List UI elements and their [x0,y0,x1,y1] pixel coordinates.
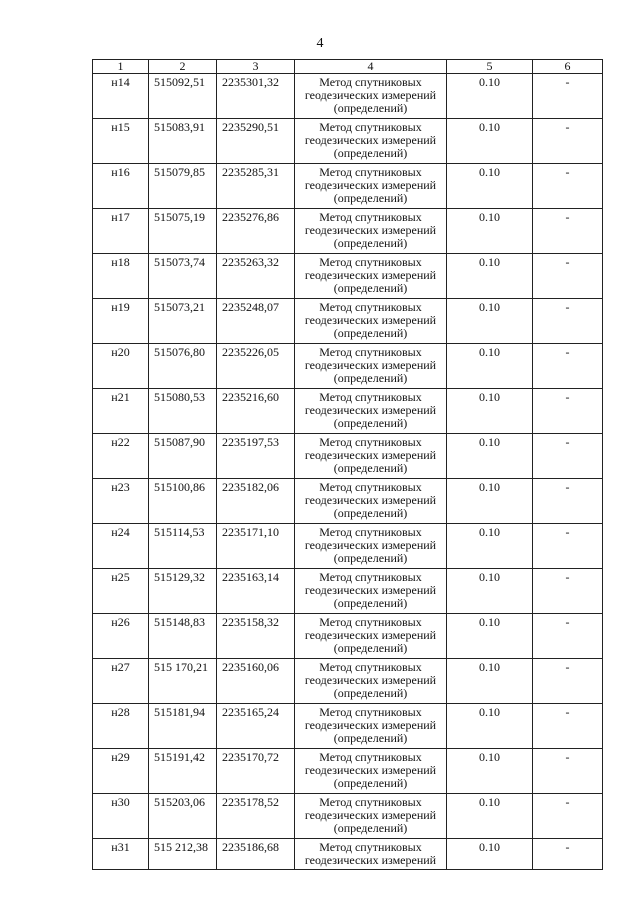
column-header: 2 [149,60,217,74]
x-coordinate-cell: 515075,19 [149,209,217,254]
method-cell: Метод спутниковых геодезических измерений (определений) [295,254,447,299]
accuracy-cell: 0.10 [447,119,533,164]
table-row [93,164,603,209]
method-cell: Метод спутниковых геодезических измерений (определений) [295,524,447,569]
accuracy-cell: 0.10 [447,479,533,524]
note-cell: - [533,254,603,299]
y-coordinate-cell: 2235178,52 [217,794,295,839]
coordinates-table [92,59,603,870]
table-row [93,389,603,434]
table-row [93,254,603,299]
method-cell: Метод спутниковых геодезических измерений (определений) [295,794,447,839]
x-coordinate-cell: 515083,91 [149,119,217,164]
method-cell: Метод спутниковых геодезических измерений (определений) [295,74,447,119]
x-coordinate-cell: 515073,21 [149,299,217,344]
x-coordinate-cell: 515181,94 [149,704,217,749]
accuracy-cell: 0.10 [447,749,533,794]
method-cell: Метод спутниковых геодезических измерений (определений) [295,749,447,794]
point-number-cell: н16 [93,164,149,209]
point-number-cell: н28 [93,704,149,749]
y-coordinate-cell: 2235182,06 [217,479,295,524]
method-cell: Метод спутниковых геодезических измерений (определений) [295,344,447,389]
table-row [93,119,603,164]
table-row [93,659,603,704]
note-cell: - [533,569,603,614]
page-number: 4 [316,36,324,51]
x-coordinate-cell: 515092,51 [149,74,217,119]
method-cell: Метод спутниковых геодезических измерений (определений) [295,479,447,524]
x-coordinate-cell: 515148,83 [149,614,217,659]
accuracy-cell: 0.10 [447,614,533,659]
accuracy-cell: 0.10 [447,569,533,614]
method-cell: Метод спутниковых геодезических измерений (определений) [295,704,447,749]
column-header: 3 [217,60,295,74]
column-header: 6 [533,60,603,74]
method-cell: Метод спутниковых геодезических измерений (определений) [295,299,447,344]
table-row [93,614,603,659]
point-number-cell: н23 [93,479,149,524]
point-number-cell: н21 [93,389,149,434]
point-number-cell: н18 [93,254,149,299]
table-row [93,479,603,524]
point-number-cell: н15 [93,119,149,164]
method-cell: Метод спутниковых геодезических измерений (определений) [295,209,447,254]
accuracy-cell: 0.10 [447,704,533,749]
accuracy-cell: 0.10 [447,434,533,479]
point-number-cell: н30 [93,794,149,839]
x-coordinate-cell: 515129,32 [149,569,217,614]
y-coordinate-cell: 2235290,51 [217,119,295,164]
y-coordinate-cell: 2235197,53 [217,434,295,479]
note-cell: - [533,749,603,794]
y-coordinate-cell: 2235171,10 [217,524,295,569]
point-number-cell: н24 [93,524,149,569]
note-cell: - [533,524,603,569]
x-coordinate-cell: 515073,74 [149,254,217,299]
x-coordinate-cell: 515079,85 [149,164,217,209]
table-row [93,704,603,749]
y-coordinate-cell: 2235301,32 [217,74,295,119]
column-header: 5 [447,60,533,74]
point-number-cell: н14 [93,74,149,119]
accuracy-cell: 0.10 [447,389,533,434]
table-header-row [93,60,603,74]
table-row [93,839,603,870]
note-cell: - [533,794,603,839]
y-coordinate-cell: 2235226,05 [217,344,295,389]
note-cell: - [533,839,603,870]
note-cell: - [533,389,603,434]
point-number-cell: н27 [93,659,149,704]
note-cell: - [533,74,603,119]
accuracy-cell: 0.10 [447,794,533,839]
column-header: 1 [93,60,149,74]
table-row [93,74,603,119]
point-number-cell: н26 [93,614,149,659]
accuracy-cell: 0.10 [447,164,533,209]
accuracy-cell: 0.10 [447,659,533,704]
accuracy-cell: 0.10 [447,344,533,389]
note-cell: - [533,164,603,209]
x-coordinate-cell: 515 212,38 [149,839,217,870]
table-row [93,569,603,614]
table-row [93,794,603,839]
accuracy-cell: 0.10 [447,839,533,870]
method-cell: Метод спутниковых геодезических измерений (определений) [295,389,447,434]
y-coordinate-cell: 2235163,14 [217,569,295,614]
point-number-cell: н25 [93,569,149,614]
table-row [93,434,603,479]
method-cell: Метод спутниковых геодезических измерений [295,839,447,870]
method-cell: Метод спутниковых геодезических измерений (определений) [295,119,447,164]
table-row [93,299,603,344]
accuracy-cell: 0.10 [447,299,533,344]
point-number-cell: н19 [93,299,149,344]
method-cell: Метод спутниковых геодезических измерений (определений) [295,569,447,614]
note-cell: - [533,434,603,479]
x-coordinate-cell: 515 170,21 [149,659,217,704]
y-coordinate-cell: 2235186,68 [217,839,295,870]
table-row [93,209,603,254]
column-header: 4 [295,60,447,74]
table-row [93,344,603,389]
x-coordinate-cell: 515191,42 [149,749,217,794]
point-number-cell: н31 [93,839,149,870]
note-cell: - [533,704,603,749]
table-row [93,524,603,569]
x-coordinate-cell: 515087,90 [149,434,217,479]
method-cell: Метод спутниковых геодезических измерений (определений) [295,164,447,209]
note-cell: - [533,119,603,164]
y-coordinate-cell: 2235276,86 [217,209,295,254]
accuracy-cell: 0.10 [447,524,533,569]
point-number-cell: н22 [93,434,149,479]
note-cell: - [533,299,603,344]
note-cell: - [533,659,603,704]
accuracy-cell: 0.10 [447,254,533,299]
note-cell: - [533,614,603,659]
y-coordinate-cell: 2235158,32 [217,614,295,659]
point-number-cell: н29 [93,749,149,794]
note-cell: - [533,344,603,389]
y-coordinate-cell: 2235248,07 [217,299,295,344]
y-coordinate-cell: 2235216,60 [217,389,295,434]
x-coordinate-cell: 515114,53 [149,524,217,569]
y-coordinate-cell: 2235165,24 [217,704,295,749]
x-coordinate-cell: 515203,06 [149,794,217,839]
x-coordinate-cell: 515080,53 [149,389,217,434]
point-number-cell: н17 [93,209,149,254]
x-coordinate-cell: 515076,80 [149,344,217,389]
y-coordinate-cell: 2235285,31 [217,164,295,209]
note-cell: - [533,209,603,254]
x-coordinate-cell: 515100,86 [149,479,217,524]
point-number-cell: н20 [93,344,149,389]
y-coordinate-cell: 2235160,06 [217,659,295,704]
accuracy-cell: 0.10 [447,74,533,119]
method-cell: Метод спутниковых геодезических измерений (определений) [295,614,447,659]
table-row [93,749,603,794]
y-coordinate-cell: 2235170,72 [217,749,295,794]
method-cell: Метод спутниковых геодезических измерений (определений) [295,434,447,479]
y-coordinate-cell: 2235263,32 [217,254,295,299]
note-cell: - [533,479,603,524]
method-cell: Метод спутниковых геодезических измерений (определений) [295,659,447,704]
accuracy-cell: 0.10 [447,209,533,254]
